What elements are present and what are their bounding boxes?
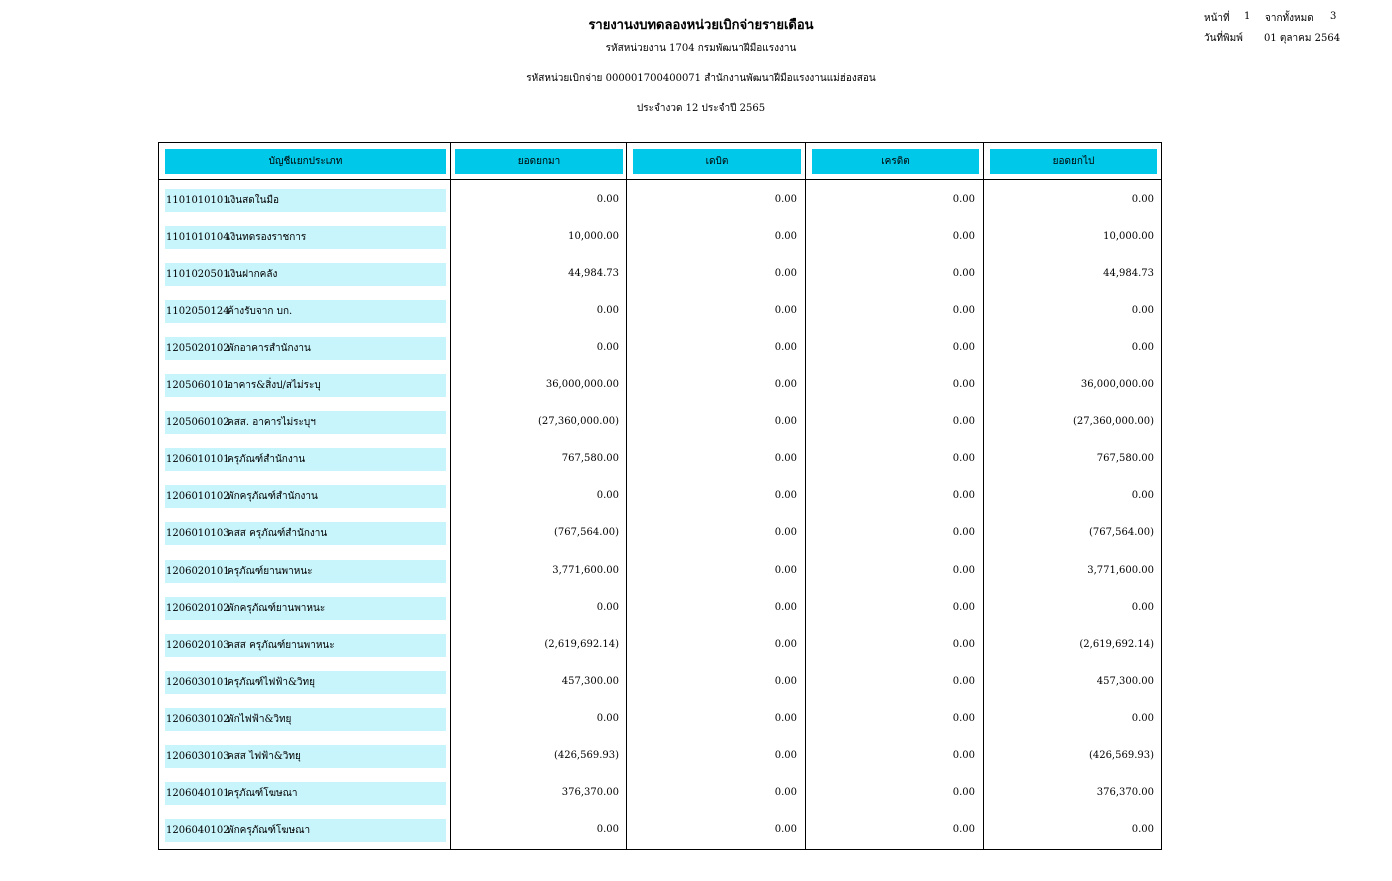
- brought-forward-value: 44,984.73: [568, 268, 619, 279]
- account-cell: [165, 189, 446, 212]
- debit-value: 0.00: [774, 750, 797, 761]
- account-cell: [165, 782, 446, 805]
- account-code: 1206020101: [166, 566, 230, 577]
- account-code: 1205020102: [166, 343, 230, 354]
- account-name: เงินสดในมือ: [227, 195, 280, 206]
- account-name: เงินฝากคลัง: [227, 269, 278, 280]
- brought-forward-value: 0.00: [596, 602, 619, 613]
- account-cell: [165, 226, 446, 249]
- header-divider: [159, 179, 1161, 180]
- account-cell: [165, 374, 446, 397]
- brought-forward-value: (767,564.00): [553, 527, 619, 538]
- credit-value: 0.00: [952, 713, 975, 724]
- credit-value: 0.00: [952, 639, 975, 650]
- column-divider: [450, 143, 451, 849]
- debit-value: 0.00: [774, 639, 797, 650]
- account-name: ครุภัณฑ์สำนักงาน: [227, 454, 306, 465]
- account-code: 1205060101: [166, 380, 230, 391]
- debit-value: 0.00: [774, 305, 797, 316]
- debit-value: 0.00: [774, 824, 797, 835]
- account-code: 1206040101: [166, 788, 230, 799]
- brought-forward-value: 0.00: [596, 305, 619, 316]
- brought-forward-value: (426,569.93): [553, 750, 619, 761]
- header-carried-forward: ยอดยกไป: [990, 149, 1157, 174]
- account-code: 1101010101: [166, 195, 230, 206]
- carried-forward-value: 36,000,000.00: [1080, 379, 1154, 390]
- account-code: 1101010104: [166, 232, 230, 243]
- brought-forward-value: 10,000.00: [568, 231, 619, 242]
- print-date-value: 01 ตุลาคม 2564: [1264, 33, 1341, 44]
- debit-value: 0.00: [774, 268, 797, 279]
- debit-value: 0.00: [774, 676, 797, 687]
- carried-forward-value: 0.00: [1131, 713, 1154, 724]
- account-code: 1102050124: [166, 306, 230, 317]
- debit-value: 0.00: [774, 787, 797, 798]
- carried-forward-value: (2,619,692.14): [1079, 639, 1154, 650]
- account-cell: [165, 708, 446, 731]
- carried-forward-value: 44,984.73: [1103, 268, 1154, 279]
- credit-value: 0.00: [952, 824, 975, 835]
- account-code: 1206010103: [166, 528, 230, 539]
- account-cell: [165, 448, 446, 471]
- print-date-label: วันที่พิมพ์: [1204, 33, 1243, 44]
- account-cell: [165, 263, 446, 286]
- credit-value: 0.00: [952, 565, 975, 576]
- brought-forward-value: 0.00: [596, 824, 619, 835]
- account-cell: [165, 337, 446, 360]
- account-code: 1206020103: [166, 640, 230, 651]
- column-divider: [805, 143, 806, 849]
- account-code: 1206010102: [166, 491, 230, 502]
- total-pages-label: จากทั้งหมด: [1265, 13, 1314, 24]
- credit-value: 0.00: [952, 490, 975, 501]
- carried-forward-value: 0.00: [1131, 490, 1154, 501]
- account-cell: [165, 411, 446, 434]
- account-cell: [165, 300, 446, 323]
- account-cell: [165, 634, 446, 657]
- brought-forward-value: (27,360,000.00): [538, 416, 619, 427]
- carried-forward-value: 767,580.00: [1096, 453, 1154, 464]
- credit-value: 0.00: [952, 416, 975, 427]
- carried-forward-value: (767,564.00): [1088, 527, 1154, 538]
- account-code: 1206030103: [166, 751, 230, 762]
- total-pages-value: 3: [1330, 11, 1337, 22]
- account-code: 1206010101: [166, 454, 230, 465]
- account-cell: [165, 745, 446, 768]
- account-name: ครุภัณฑ์โฆษณา: [227, 788, 298, 799]
- brought-forward-value: 0.00: [596, 194, 619, 205]
- brought-forward-value: 457,300.00: [561, 676, 619, 687]
- account-code: 1206040102: [166, 825, 230, 836]
- header-debit: เดบิต: [633, 149, 801, 174]
- carried-forward-value: 0.00: [1131, 194, 1154, 205]
- carried-forward-value: 457,300.00: [1096, 676, 1154, 687]
- credit-value: 0.00: [952, 750, 975, 761]
- trial-balance-table: [158, 142, 1162, 850]
- disbursement-unit-line: รหัสหน่วยเบิกจ่าย 000001700400071 สำนักงานพัฒนาฝีมือแรงงานแม่ฮ่องสอน: [526, 73, 876, 84]
- debit-value: 0.00: [774, 231, 797, 242]
- account-name: คสส ครุภัณฑ์สำนักงาน: [227, 528, 328, 539]
- carried-forward-value: 0.00: [1131, 824, 1154, 835]
- debit-value: 0.00: [774, 527, 797, 538]
- brought-forward-value: 0.00: [596, 490, 619, 501]
- credit-value: 0.00: [952, 602, 975, 613]
- account-name: ครุภัณฑ์ไฟฟ้า&วิทยุ: [227, 677, 316, 688]
- account-code: 1205060102: [166, 417, 230, 428]
- account-name: พักครุภัณฑ์สำนักงาน: [227, 491, 318, 502]
- credit-value: 0.00: [952, 787, 975, 798]
- account-name: คสส. อาคารไม่ระบุฯ: [227, 417, 316, 428]
- credit-value: 0.00: [952, 194, 975, 205]
- credit-value: 0.00: [952, 342, 975, 353]
- account-name: อาคาร&สิ่งป/สไม่ระบุ: [227, 380, 321, 391]
- account-name: เงินทดรองราชการ: [227, 232, 307, 243]
- account-name: ค้างรับจาก บก.: [227, 306, 293, 317]
- header-brought-forward: ยอดยกมา: [455, 149, 623, 174]
- column-divider: [983, 143, 984, 849]
- page-number: 1: [1244, 11, 1251, 22]
- brought-forward-value: 36,000,000.00: [545, 379, 619, 390]
- debit-value: 0.00: [774, 416, 797, 427]
- header-account: บัญชีแยกประเภท: [165, 149, 446, 174]
- carried-forward-value: 376,370.00: [1096, 787, 1154, 798]
- debit-value: 0.00: [774, 453, 797, 464]
- credit-value: 0.00: [952, 268, 975, 279]
- brought-forward-value: 376,370.00: [561, 787, 619, 798]
- account-name: คสส ไฟฟ้า&วิทยุ: [227, 751, 301, 762]
- header-credit: เครดิต: [812, 149, 979, 174]
- account-name: พักอาคารสำนักงาน: [227, 343, 311, 354]
- credit-value: 0.00: [952, 676, 975, 687]
- carried-forward-value: 0.00: [1131, 305, 1154, 316]
- account-name: ครุภัณฑ์ยานพาหนะ: [227, 566, 313, 577]
- credit-value: 0.00: [952, 527, 975, 538]
- account-code: 1206020102: [166, 603, 230, 614]
- debit-value: 0.00: [774, 602, 797, 613]
- account-name: พักครุภัณฑ์โฆษณา: [227, 825, 311, 836]
- carried-forward-value: (426,569.93): [1088, 750, 1154, 761]
- debit-value: 0.00: [774, 379, 797, 390]
- carried-forward-value: 3,771,600.00: [1087, 565, 1154, 576]
- account-code: 1101020501: [166, 269, 230, 280]
- column-divider: [626, 143, 627, 849]
- brought-forward-value: 767,580.00: [561, 453, 619, 464]
- account-name: พักครุภัณฑ์ยานพาหนะ: [227, 603, 326, 614]
- brought-forward-value: 3,771,600.00: [552, 565, 619, 576]
- account-code: 1206030102: [166, 714, 230, 725]
- credit-value: 0.00: [952, 453, 975, 464]
- brought-forward-value: 0.00: [596, 713, 619, 724]
- agency-line: รหัสหน่วยงาน 1704 กรมพัฒนาฝีมือแรงงาน: [605, 43, 797, 54]
- account-name: คสส ครุภัณฑ์ยานพาหนะ: [227, 640, 335, 651]
- brought-forward-value: (2,619,692.14): [544, 639, 619, 650]
- account-cell: [165, 671, 446, 694]
- report-title: รายงานงบทดลองหน่วยเบิกจ่ายรายเดือน: [588, 18, 814, 33]
- account-cell: [165, 485, 446, 508]
- credit-value: 0.00: [952, 231, 975, 242]
- credit-value: 0.00: [952, 379, 975, 390]
- account-cell: [165, 819, 446, 842]
- account-cell: [165, 597, 446, 620]
- carried-forward-value: (27,360,000.00): [1073, 416, 1154, 427]
- debit-value: 0.00: [774, 490, 797, 501]
- debit-value: 0.00: [774, 565, 797, 576]
- account-cell: [165, 522, 446, 545]
- account-code: 1206030101: [166, 677, 230, 688]
- credit-value: 0.00: [952, 305, 975, 316]
- debit-value: 0.00: [774, 194, 797, 205]
- carried-forward-value: 10,000.00: [1103, 231, 1154, 242]
- account-cell: [165, 560, 446, 583]
- period-line: ประจำงวด 12 ประจำปี 2565: [636, 103, 766, 114]
- debit-value: 0.00: [774, 342, 797, 353]
- page-label: หน้าที่: [1204, 13, 1230, 24]
- brought-forward-value: 0.00: [596, 342, 619, 353]
- account-name: พักไฟฟ้า&วิทยุ: [227, 714, 292, 725]
- debit-value: 0.00: [774, 713, 797, 724]
- carried-forward-value: 0.00: [1131, 342, 1154, 353]
- carried-forward-value: 0.00: [1131, 602, 1154, 613]
